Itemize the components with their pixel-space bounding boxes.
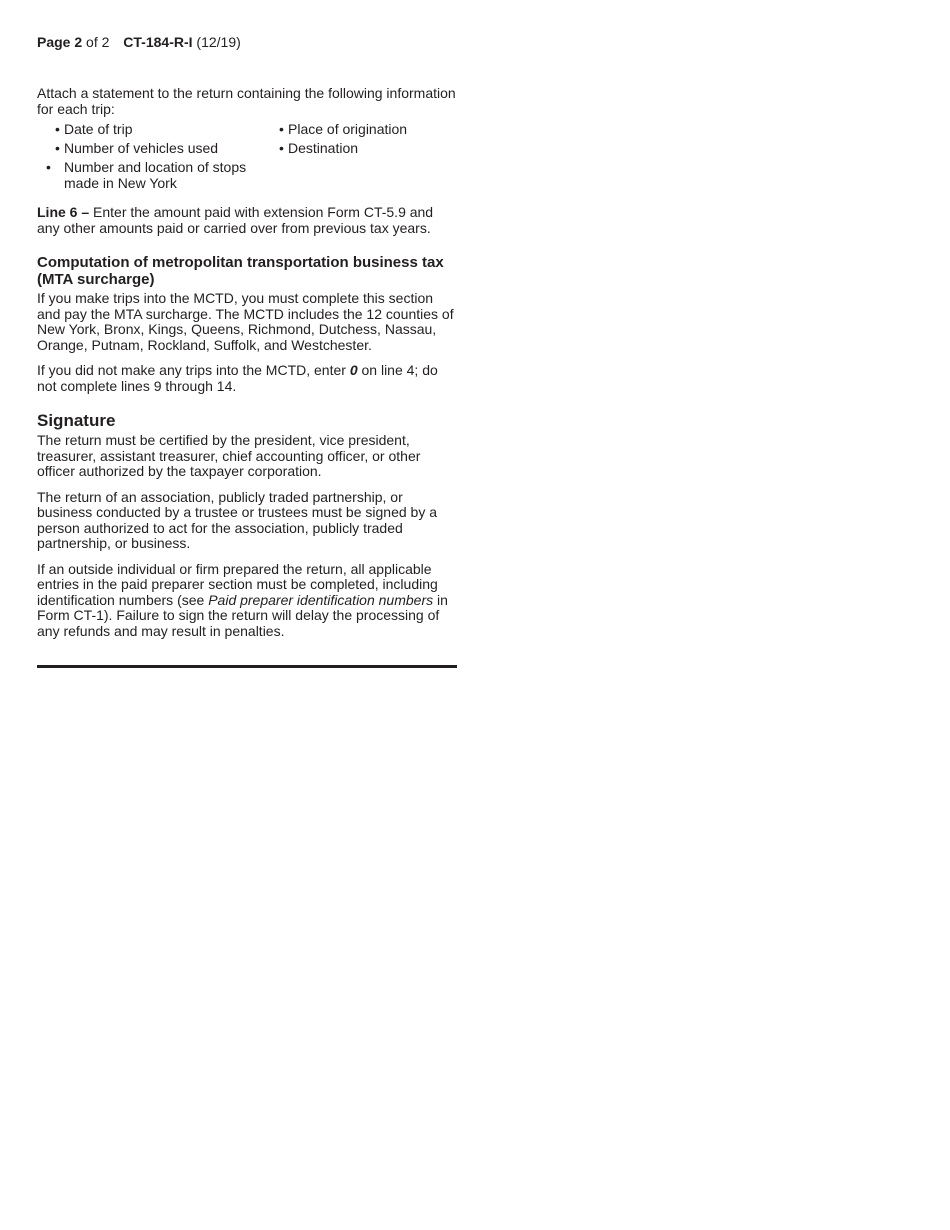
form-id: CT-184-R-I — [123, 34, 193, 50]
mta-paragraph-2: If you did not make any trips into the MCTD, enter 0 on line 4; do not complete lines 9 through 14. — [37, 362, 438, 394]
page-header — [37, 34, 241, 51]
intro-paragraph: Attach a statement to the return containing the following information for each trip: — [37, 85, 456, 117]
trip-info-list — [37, 122, 459, 195]
list-item: • Number of vehicles used — [55, 140, 219, 156]
section-divider — [37, 665, 457, 668]
mta-heading: Computation of metropolitan transportation business tax (MTA surcharge) — [37, 254, 444, 288]
signature-paragraph-2: The return of an association, publicly traded partnership, or business conducted by a trustee or trustees must be signed by a person authorized to act for the association, publicly traded partnership, or business. — [37, 488, 438, 551]
instructions-column — [37, 86, 459, 639]
page-label: Page 2 — [37, 34, 83, 50]
list-item: • Destination — [279, 140, 359, 156]
preparer-id-reference: Paid preparer identification numbers — [208, 591, 434, 608]
page-count: of 2 — [86, 34, 110, 50]
signature-heading: Signature — [37, 411, 116, 430]
form-date: (12/19) — [196, 34, 241, 50]
list-item: • Place of origination — [279, 121, 408, 137]
line6-paragraph: Line 6 – Enter the amount paid with extension Form CT-5.9 and any other amounts paid or carried over from previous tax years. — [37, 204, 434, 236]
line6-label: Line 6 – — [37, 204, 90, 220]
list-item: • Date of trip — [55, 121, 133, 137]
zero-value: 0 — [349, 362, 358, 378]
signature-paragraph-1: The return must be certified by the president, vice president, treasurer, assistant treasurer, chief accounting officer, or other officer authorized by the taxpayer corporation. — [37, 432, 421, 479]
list-item: • Number and location of stops made in New York — [46, 159, 247, 191]
mta-paragraph-1: If you make trips into the MCTD, you must complete this section and pay the MTA surcharge. The MCTD includes the 12 counties of New York, Bronx, Kings, Queens, Richmond, Dutchess, Nassau, Orange, Putnam, Rockland, Suffolk, and Westchester. — [37, 290, 454, 353]
signature-paragraph-3: If an outside individual or firm prepared the return, all applicable entries in the paid preparer section must be completed, including identification numbers (see Paid preparer identification numbers in Form CT-1). Failure to sign the return will delay the processing of any refunds and may result in penalties. — [37, 560, 448, 639]
